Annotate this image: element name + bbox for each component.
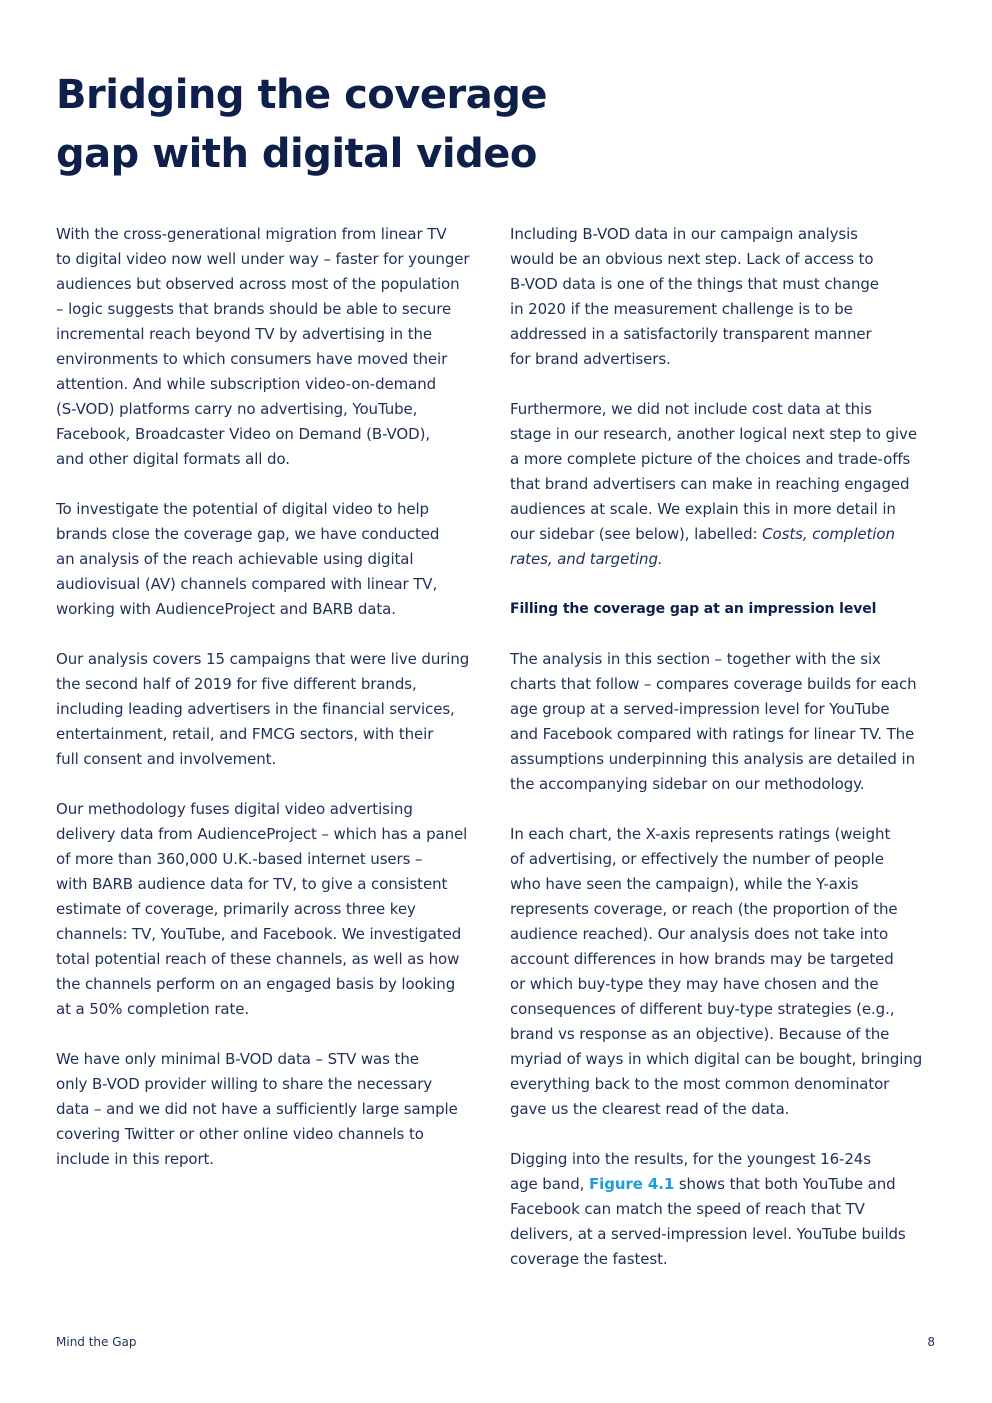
right-paragraph-5 [510,1147,950,1272]
text-line: With the cross-generational migration from linear TV [56,225,447,243]
text-line: delivery data from AudienceProject – which has a panel [56,825,468,843]
text-line: gave us the clearest read of the data. [510,1100,790,1118]
sidebar-title-italic: Costs, completion [762,525,895,543]
text-line: covering Twitter or other online video channels to [56,1125,424,1143]
page-title [56,66,676,184]
right-paragraph-1 [510,222,950,372]
text-line: for brand advertisers. [510,350,671,368]
page-title-line-2: gap with digital video [56,131,537,177]
text-line: to digital video now well under way – faster for younger [56,250,470,268]
text-line: with BARB audience data for TV, to give a consistent [56,875,448,893]
text-line: an analysis of the reach achievable using digital [56,550,414,568]
text-line: including leading advertisers in the financial services, [56,700,455,718]
text-run: shows that both YouTube and [674,1175,896,1193]
text-line: the channels perform on an engaged basis by looking [56,975,456,993]
footer-publication-name: Mind the Gap [56,1335,137,1349]
text-line: consequences of different buy-type strategies (e.g., [510,1000,895,1018]
text-line: estimate of coverage, primarily across three key [56,900,416,918]
text-line: assumptions underpinning this analysis are detailed in [510,750,915,768]
text-line: brand vs response as an objective). Because of the [510,1025,890,1043]
text-line: Our analysis covers 15 campaigns that were live during [56,650,470,668]
text-line: at a 50% completion rate. [56,1000,250,1018]
left-paragraph-1 [56,222,496,472]
text-line: – logic suggests that brands should be able to secure [56,300,452,318]
text-line: In each chart, the X-axis represents ratings (weight [510,825,891,843]
right-paragraph-3 [510,647,950,797]
text-line [510,522,950,547]
text-line: environments to which consumers have moved their [56,350,448,368]
text-line: charts that follow – compares coverage builds for each [510,675,917,693]
text-line: audiences but observed across most of the population [56,275,460,293]
text-line: To investigate the potential of digital video to help [56,500,429,518]
left-paragraph-5 [56,1047,496,1172]
text-line: (S-VOD) platforms carry no advertising, YouTube, [56,400,418,418]
section-heading: Filling the coverage gap at an impression level [510,601,877,617]
text-line: addressed in a satisfactorily transparent manner [510,325,872,343]
left-paragraph-4 [56,797,496,1022]
text-line: everything back to the most common denominator [510,1075,890,1093]
left-paragraph-2 [56,497,496,622]
footer-page-number: 8 [927,1335,935,1349]
text-line: Furthermore, we did not include cost data at this [510,400,872,418]
text-line: and Facebook compared with ratings for linear TV. The [510,725,915,743]
page-title-line-1: Bridging the coverage [56,72,547,118]
text-line: audience reached). Our analysis does not take into [510,925,889,943]
text-line: Including B-VOD data in our campaign analysis [510,225,858,243]
text-line [510,1172,950,1197]
text-line: age group at a served-impression level for YouTube [510,700,890,718]
text-line: who have seen the campaign), while the Y-axis [510,875,859,893]
text-line: represents coverage, or reach (the proportion of the [510,900,898,918]
text-line: or which buy-type they may have chosen and the [510,975,879,993]
text-line: attention. And while subscription video-on-demand [56,375,437,393]
text-line: incremental reach beyond TV by advertising in the [56,325,433,343]
text-line: stage in our research, another logical next step to give [510,425,917,443]
text-line: of advertising, or effectively the number of people [510,850,884,868]
right-paragraph-4 [510,822,950,1122]
text-line: that brand advertisers can make in reaching engaged [510,475,910,493]
text-line: We have only minimal B-VOD data – STV was the [56,1050,419,1068]
text-line: data – and we did not have a sufficiently large sample [56,1100,458,1118]
sidebar-title-italic: rates, and targeting. [510,550,663,568]
text-line: brands close the coverage gap, we have conducted [56,525,440,543]
text-line: a more complete picture of the choices and trade-offs [510,450,911,468]
text-line: entertainment, retail, and FMCG sectors, with their [56,725,434,743]
text-line: total potential reach of these channels, as well as how [56,950,460,968]
text-line: account differences in how brands may be targeted [510,950,894,968]
text-run: age band, [510,1175,589,1193]
text-line: of more than 360,000 U.K.-based internet users – [56,850,423,868]
left-column [56,222,496,1197]
text-line: full consent and involvement. [56,750,277,768]
right-column [510,222,950,1297]
text-line: and other digital formats all do. [56,450,290,468]
text-line: in 2020 if the measurement challenge is to be [510,300,853,318]
text-line: the accompanying sidebar on our methodology. [510,775,865,793]
text-line: would be an obvious next step. Lack of access to [510,250,874,268]
text-line: audiovisual (AV) channels compared with linear TV, [56,575,438,593]
text-line: Our methodology fuses digital video advertising [56,800,413,818]
text-run: our sidebar (see below), labelled: [510,525,763,543]
text-line: working with AudienceProject and BARB data. [56,600,396,618]
text-line: channels: TV, YouTube, and Facebook. We investigated [56,925,462,943]
text-line: Facebook can match the speed of reach that TV [510,1200,865,1218]
text-line: Digging into the results, for the youngest 16-24s [510,1150,871,1168]
text-line: audiences at scale. We explain this in more detail in [510,500,896,518]
text-line: the second half of 2019 for five different brands, [56,675,417,693]
text-line: Facebook, Broadcaster Video on Demand (B-VOD), [56,425,431,443]
left-paragraph-3 [56,647,496,772]
text-line: myriad of ways in which digital can be bought, bringing [510,1050,923,1068]
text-line: B-VOD data is one of the things that must change [510,275,879,293]
text-line: include in this report. [56,1150,214,1168]
text-line: only B-VOD provider willing to share the necessary [56,1075,433,1093]
text-line: coverage the fastest. [510,1250,668,1268]
text-line: delivers, at a served-impression level. YouTube builds [510,1225,906,1243]
figure-4-1-link[interactable]: Figure 4.1 [589,1175,675,1193]
right-paragraph-2 [510,397,950,572]
text-line: The analysis in this section – together with the six [510,650,881,668]
